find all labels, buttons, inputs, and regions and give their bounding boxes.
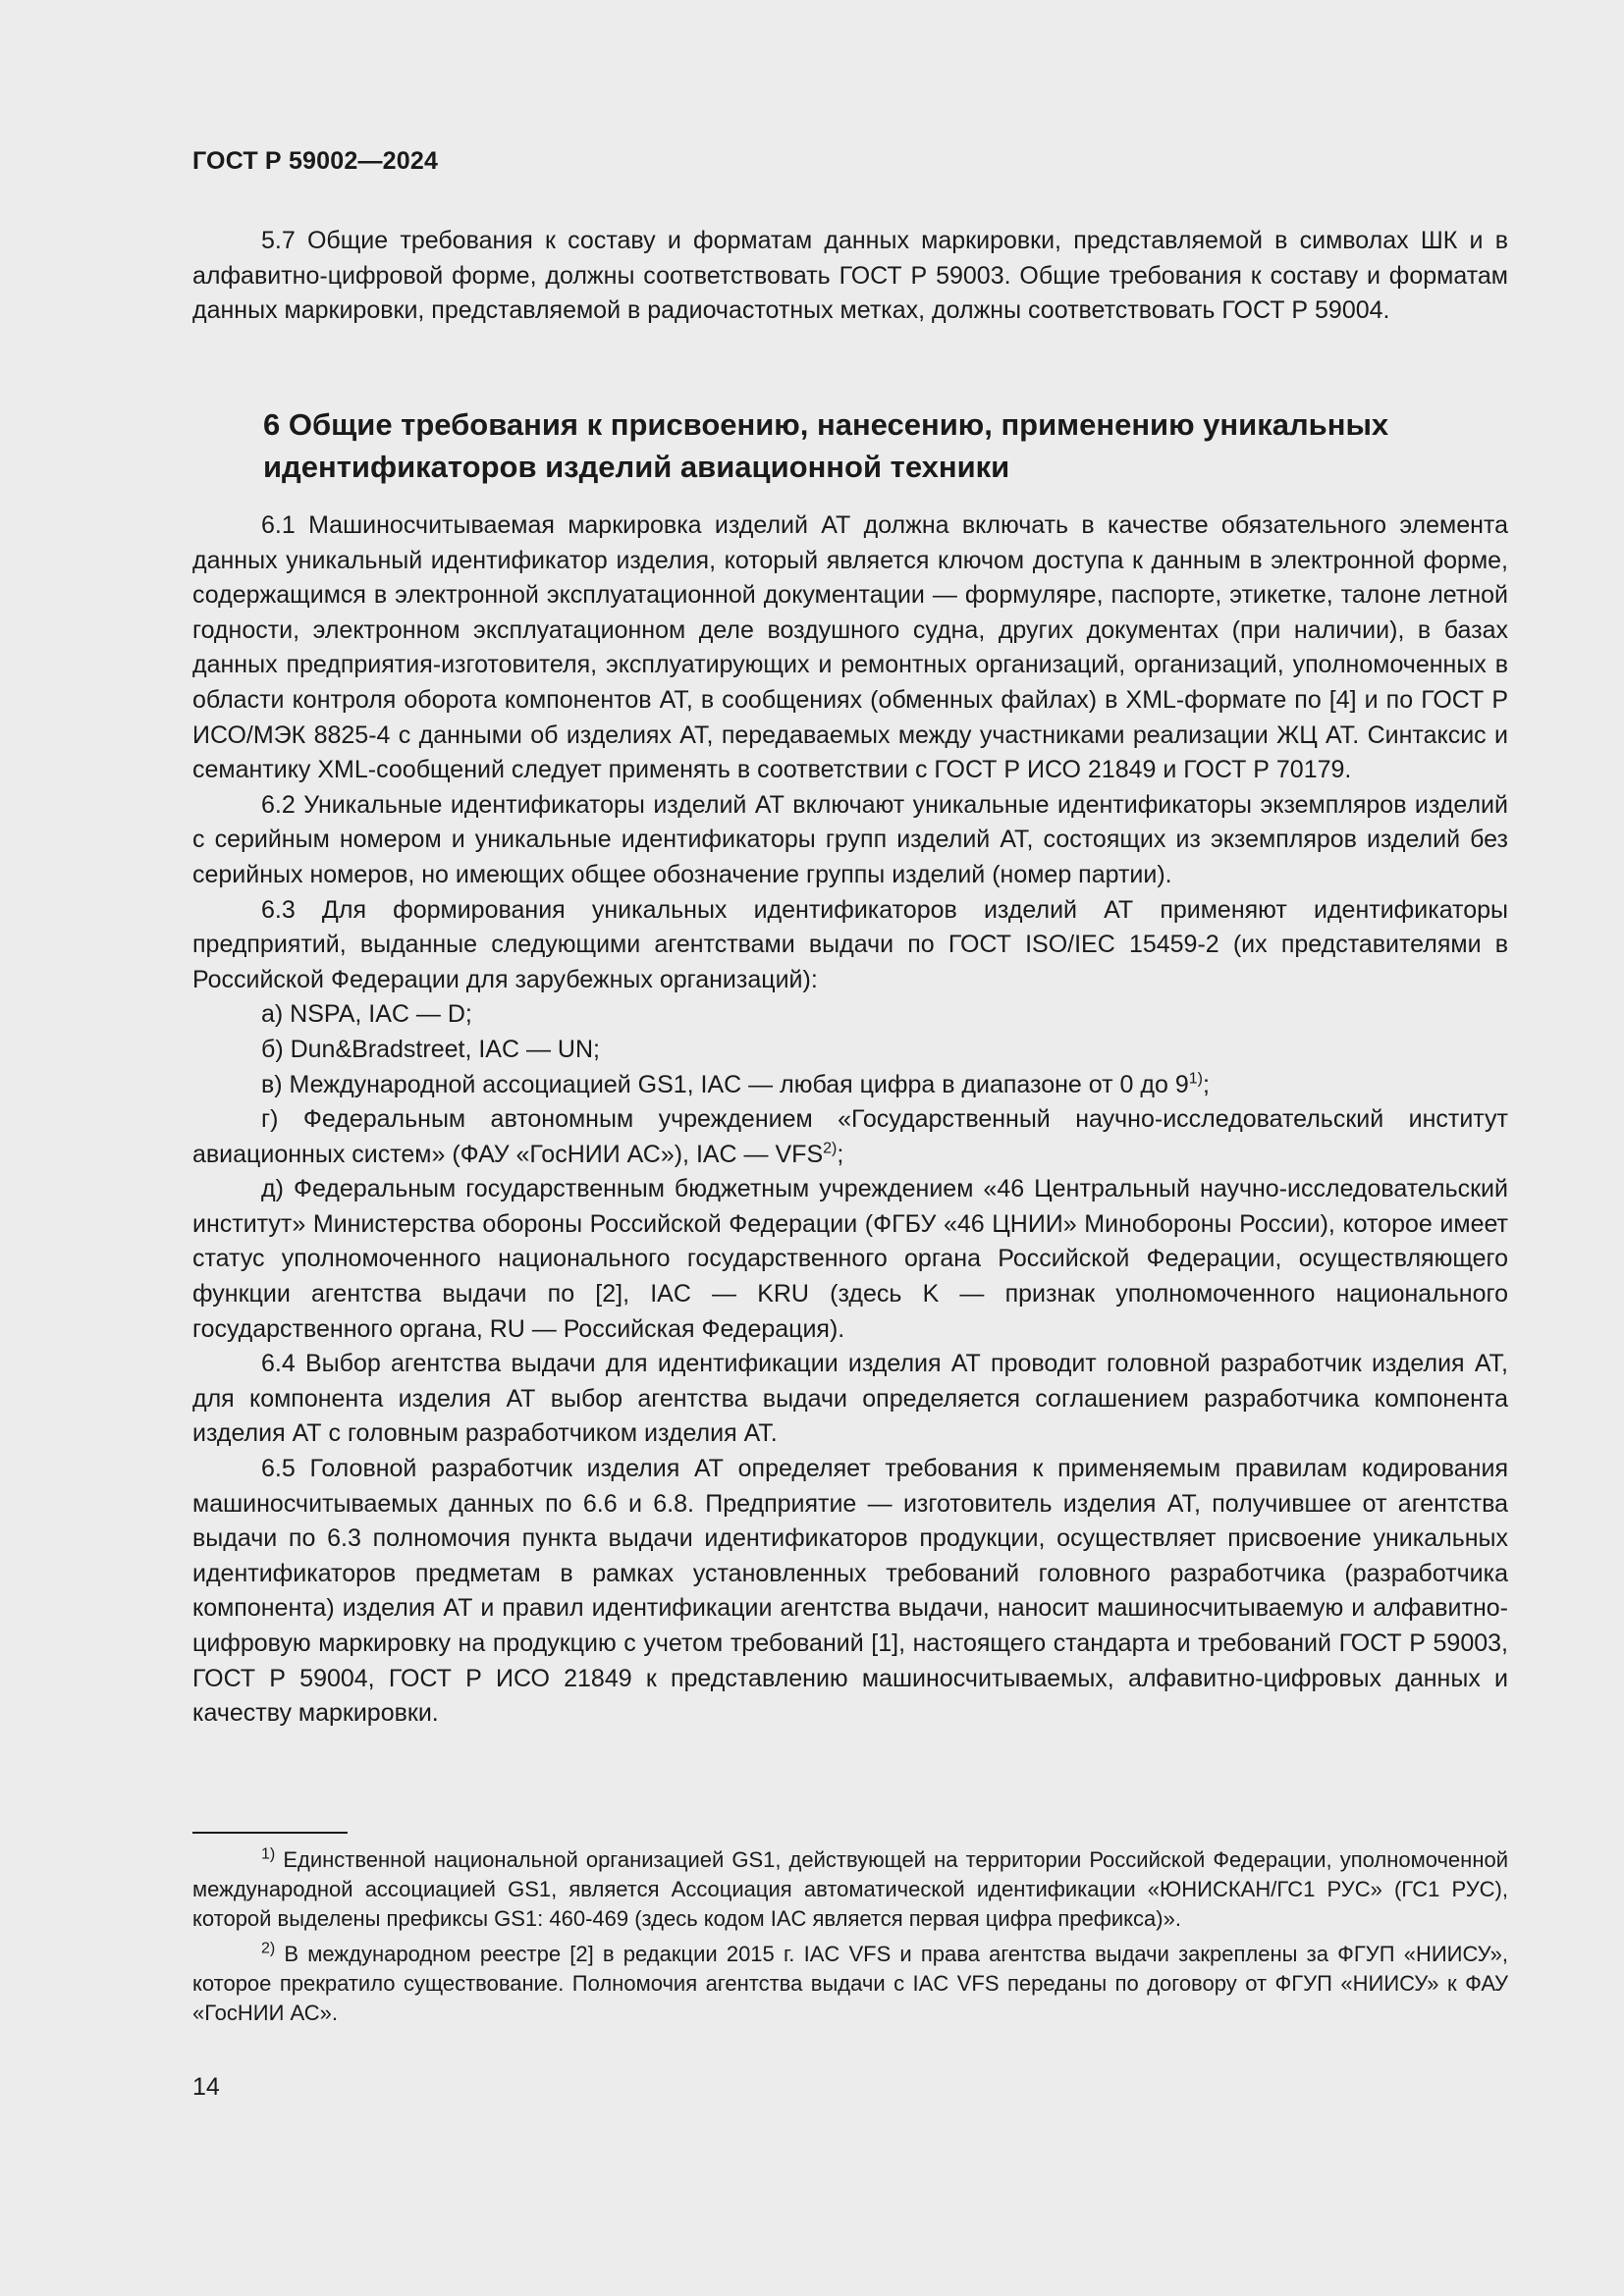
footnote-2 xyxy=(192,1940,1508,2028)
section-6-body xyxy=(192,508,1508,1732)
list-item-g xyxy=(192,1102,1508,1172)
footnote-1 xyxy=(192,1845,1508,1934)
list-item-b: б) Dun&Bradstreet, IAC — UN; xyxy=(261,1035,600,1063)
footnotes xyxy=(192,1845,1508,2028)
list-item-g-end: ; xyxy=(837,1140,844,1168)
paragraph-6-2: 6.2 Уникальные идентификаторы изделий АТ включают уникальные идентификаторы экземпляров изделий с серийным номером и уникальные идентификаторы групп изделий АТ, состоящих из экземпляров изделий без серийных номеров, но имеющих общее обозначение группы изделий (номер партии). xyxy=(192,790,1508,888)
footnote-2-text: В международном реестре [2] в редакции 2015 г. IAC VFS и права агентства выдачи закреплены за ФГУП «НИИСУ», которое прекратило существование. Полномочия агентства выдачи с IAC VFS переданы по договору от ФГУП «НИИСУ» к ФАУ «ГосНИИ АС». xyxy=(192,1942,1508,2025)
paragraph-5-7: 5.7 Общие требования к составу и форматам данных маркировки, представляемой в символах ШК и в алфавитно-цифровой форме, должны соответствовать ГОСТ Р 59003. Общие требования к составу и форматам данных маркировки, представляемой в радиочастотных метках, должны соответствовать ГОСТ Р 59004. xyxy=(192,227,1508,325)
list-item-v xyxy=(192,1068,1508,1103)
page-number: 14 xyxy=(192,2073,220,2101)
list-item-v-text: в) Международной ассоциацией GS1, IAC — любая цифра в диапазоне от 0 до 9 xyxy=(261,1070,1189,1098)
paragraph-6-1: 6.1 Машиносчитываемая маркировка изделий АТ должна включать в качестве обязательного элемента данных уникальный идентификатор изделия, который является ключом доступа к данным в электронной форме, содержащимся в электронной эксплуатационной документации — формуляре, паспорте, этикетке, талоне летной годности, электронном эксплуатационном деле воздушного судна, других документах (при наличии), в базах данных предприятия-изготовителя, эксплуатирующих и ремонтных организаций, организаций, уполномоченных в области контроля оборота компонентов АТ, в сообщениях (обменных файлах) в XML-формате по [4] и по ГОСТ Р ИСО/МЭК 8825-4 с данными об изделиях АТ, передаваемых между участниками реализации ЖЦ АТ. Синтаксис и семантику XML-сообщений следует применять в соответствии с ГОСТ Р ИСО 21849 и ГОСТ Р 70179. xyxy=(192,511,1508,784)
list-item-d: д) Федеральным государственным бюджетным учреждением «46 Центральный научно-исследовательский институт» Министерства обороны Российской Федерации (ФГБУ «46 ЦНИИ» Минобороны России), которое имеет статус уполномоченного национального государственного органа Российской Федерации, осуществляющего функции агентства выдачи по [2], IAC — KRU (здесь K — признак уполномоченного национального государственного органа, RU — Российская Федерация). xyxy=(192,1175,1508,1343)
list-item-g-text: г) Федеральным автономным учреждением «Государственный научно-исследовательский институт авиационных систем» (ФАУ «ГосНИИ АС»), IAC — VFS xyxy=(192,1105,1508,1168)
paragraph-6-5: 6.5 Головной разработчик изделия АТ определяет требования к применяемым правилам кодирования машиносчитываемых данных по 6.6 и 6.8. Предприятие — изготовитель изделия АТ, получившее от агентства выдачи по 6.3 полномочия пункта выдачи идентификаторов продукции, осуществляет присвоение уникальных идентификаторов предметам в рамках установленных требований головного разработчика (разработчика компонента) изделия АТ и правил идентификации агентства выдачи, наносит машиносчитываемую и алфавитно-цифровую маркировку на продукцию с учетом требований [1], настоящего стандарта и требований ГОСТ Р 59003, ГОСТ Р 59004, ГОСТ Р ИСО 21849 к представлению машиносчитываемых, алфавитно-цифровых данных и качеству маркировки. xyxy=(192,1455,1508,1728)
footnote-1-text: Единственной национальной организацией GS1, действующей на территории Российской Федерации, уполномоченной международной ассоциацией GS1, является Ассоциация автоматической идентификации «ЮНИСКАН/ГС1 РУС» (ГС1 РУС), которой выделены префиксы GS1: 460-469 (здесь кодом IAC является первая цифра префикса)». xyxy=(192,1847,1508,1931)
list-item-a: а) NSPA, IAC — D; xyxy=(261,1000,472,1029)
footnote-1-mark: 1) xyxy=(261,1845,276,1863)
clause-5-7 xyxy=(192,224,1508,329)
document-header: ГОСТ Р 59002—2024 xyxy=(192,147,439,175)
list-item-v-end: ; xyxy=(1202,1070,1210,1098)
footnote-ref-2[interactable]: 2) xyxy=(823,1140,838,1157)
paragraph-6-3: 6.3 Для формирования уникальных идентификаторов изделий АТ применяют идентификаторы предприятий, выданные следующими агентствами выдачи по ГОСТ ISO/IEC 15459-2 (их представителями в Российской Федерации для зарубежных организаций): xyxy=(192,895,1508,993)
footnote-ref-1[interactable]: 1) xyxy=(1188,1070,1203,1088)
footnote-divider xyxy=(192,1832,348,1834)
paragraph-6-4: 6.4 Выбор агентства выдачи для идентификации изделия АТ проводит головной разработчик изделия АТ, для компонента изделия АТ выбор агентства выдачи определяется соглашением разработчика компонента изделия АТ с головным разработчиком изделия АТ. xyxy=(192,1350,1508,1448)
footnote-2-mark: 2) xyxy=(261,1940,276,1957)
section-6-heading: 6 Общие требования к присвоению, нанесению, применению уникальных идентификаторов изделий авиационной техники xyxy=(263,407,1389,484)
